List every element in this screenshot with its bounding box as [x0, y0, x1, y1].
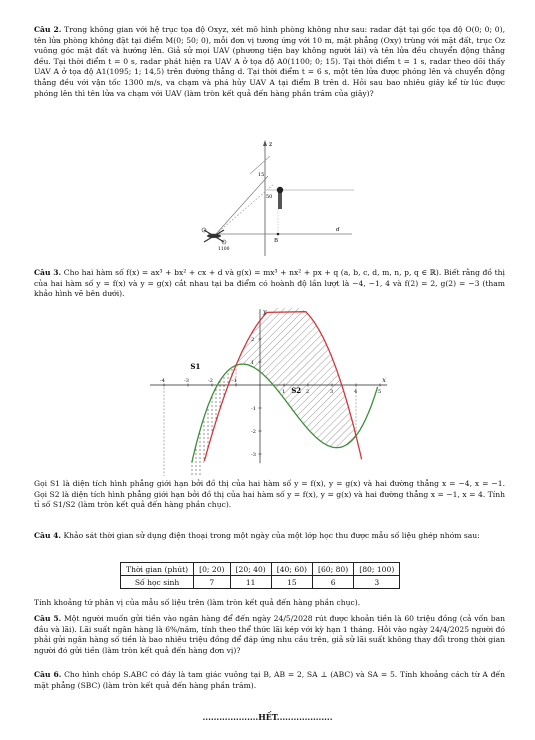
table-row-counts	[121, 576, 400, 589]
table-cell: [80; 100)	[354, 563, 400, 576]
z-axis-label: z	[269, 141, 273, 148]
question-4	[34, 531, 505, 542]
table-cell: 11	[230, 576, 271, 589]
table-header-time: Thời gian (phút)	[121, 563, 194, 576]
x-tick-label: 2	[306, 389, 310, 395]
x-tick-label: -3	[184, 378, 189, 384]
question-4-text: Khảo sát thời gian sử dụng điện thoại trong một ngày của một lớp học thu được mẫu số liệu ghép nhóm sau:	[63, 531, 480, 540]
y-tick-label: -3	[251, 452, 256, 458]
question-2-label: Câu 2.	[34, 25, 62, 34]
label-B: B	[274, 238, 279, 244]
question-3	[34, 268, 505, 300]
x-tick-label: 1	[282, 389, 286, 395]
end-marker: ....................HẾT....................	[202, 712, 333, 722]
y-axis-label: y	[263, 308, 267, 316]
table-cell: [60; 80)	[313, 563, 354, 576]
label-15: 15	[258, 172, 265, 178]
region-s1	[164, 365, 236, 476]
table-cell: [40; 60)	[271, 563, 312, 576]
x-tick-label: 3	[330, 389, 334, 395]
question-5-label: Câu 5.	[34, 614, 62, 623]
x-tick-label: -1	[232, 378, 237, 384]
x-axis-label: x	[382, 377, 386, 384]
table-cell: 3	[354, 576, 400, 589]
label-50: 50	[266, 194, 273, 200]
label-s2: S2	[291, 386, 302, 396]
question-2-text: Trong không gian với hệ trục tọa độ Oxyz, xét mô hình phòng không như sau: radar đặt tại gốc tọa độ O(0; 0; 0), tên lửa phòng không đặt tại điểm M(0; 50; 0), mỗi đơn vị tương ứng với 10 m, mặt phẳng (Oxy) trùng với mặt đất, trục Oz vuông góc mặt đất và hướng lên. Giả sử mọi UAV (phương tiện bay không người lái) và tên lửa đều chuyển động thẳng đều. Tại thời điểm t = 0 s, radar phát hiện ra UAV A ở tọa độ A0(1100; 0; 15). Tại thời điểm t = 1 s, radar theo dõi thấy UAV A ở tọa độ A1(1095; 1; 14,5) trên đường thẳng d. Tại thời điểm t = 6 s, một tên lửa được phóng lên và chuyển động thẳng đều với vận tốc 1300 m/s, va chạm và phá hủy UAV A tại điểm B trên d. Hỏi sau bao nhiêu giây kể từ lúc được phóng lên thì tên lửa va chạm với UAV (làm tròn kết quả đến hàng phần trăm của giây)?	[34, 25, 505, 98]
point-B	[277, 233, 280, 236]
table-cell: 15	[271, 576, 312, 589]
x-tick-label: -4	[160, 378, 165, 384]
question-6-label: Câu 6.	[34, 670, 62, 679]
question-6-text: Cho hình chóp S.ABC có đáy là tam giác vuông tại B, AB = 2, SA ⊥ (ABC) và SA = 5. Tính khoảng cách từ A đến mặt phẳng (SBC) (làm tròn kết quả đến hàng phần trăm).	[34, 670, 505, 690]
question-6	[34, 670, 505, 691]
label-d: d	[336, 227, 340, 233]
table-cell: 7	[194, 576, 230, 589]
missile-head	[277, 187, 283, 193]
question-3-label: Câu 3.	[34, 268, 62, 277]
question-3-text2: Gọi S1 là diện tích hình phẳng giới hạn bởi đồ thị của hai hàm số y = f(x), y = g(x) và hai đường thẳng x = −4, x = −1. Gọi S2 là diện tích hình phẳng giới hạn bởi đồ thị của hai hàm số y = f(x), y = g(x) và hai đường thẳng x = −1, x = 4. Tính tỉ số S1/S2 (làm tròn kết quả đến hàng phần chục).	[34, 479, 505, 510]
question-4-text2: Tính khoảng tứ phân vị của mẫu số liệu trên (làm tròn kết quả đến hàng phần chục).	[34, 598, 361, 607]
y-tick-label: 2	[251, 337, 255, 343]
question-5-text: Một người muốn gửi tiền vào ngân hàng để đến ngày 24/5/2028 rút được khoản tiền là 60 triệu đồng (cả vốn ban đầu và lãi). Lãi suất ngân hàng là 6%/năm, tính theo thể thức lãi kép với kỳ hạn 1 tháng. Hỏi vào ngày 24/4/2025 người đó phải gửi ngân hàng số tiền là bao nhiêu triệu đồng để đáp ứng nhu cầu trên, giả sử lãi suất không thay đổi trong thời gian người đó gửi tiền (làm tròn kết quả đến hàng đơn vị)?	[34, 614, 505, 655]
table-cell: 6	[313, 576, 354, 589]
y-tick-label: -2	[251, 429, 256, 435]
radar-missile-figure	[190, 138, 360, 260]
label-s1: S1	[190, 361, 201, 371]
line-to-uav	[216, 176, 268, 234]
x-tick-label: -2	[208, 378, 213, 384]
x-tick-label: 4	[354, 389, 358, 395]
function-graph	[150, 308, 390, 476]
label-1100: 1100	[218, 247, 230, 252]
z-axis-arrow	[263, 140, 267, 146]
table-header-students: Số học sinh	[121, 576, 194, 589]
question-2	[34, 25, 505, 99]
missile-body	[278, 191, 282, 209]
question-3-continued	[34, 479, 505, 511]
y-tick-label: 1	[251, 360, 255, 366]
question-4-label: Câu 4.	[34, 531, 62, 540]
table-cell: [0; 20)	[194, 563, 230, 576]
question-3-text: Cho hai hàm số f(x) = ax³ + bx² + cx + d và g(x) = mx³ + nx² + px + q (a, b, c, d, m, n, p, q ∈ ℝ). Biết rằng đồ thị của hai hàm số y = f(x) và y = g(x) cắt nhau tại ba điểm có hoành độ lần lượt là −4, −1, 4 và f(2) = 2, g(2) = −3 (tham khảo hình vẽ bên dưới).	[34, 268, 505, 299]
y-tick-label: -1	[251, 406, 256, 412]
table-row-intervals	[121, 563, 400, 576]
question-4-continued	[34, 598, 505, 609]
x-tick-label: 5	[378, 389, 382, 395]
frequency-table	[120, 562, 400, 589]
question-5	[34, 614, 505, 656]
table-cell: [20; 40)	[230, 563, 271, 576]
uav-icon	[202, 228, 226, 244]
